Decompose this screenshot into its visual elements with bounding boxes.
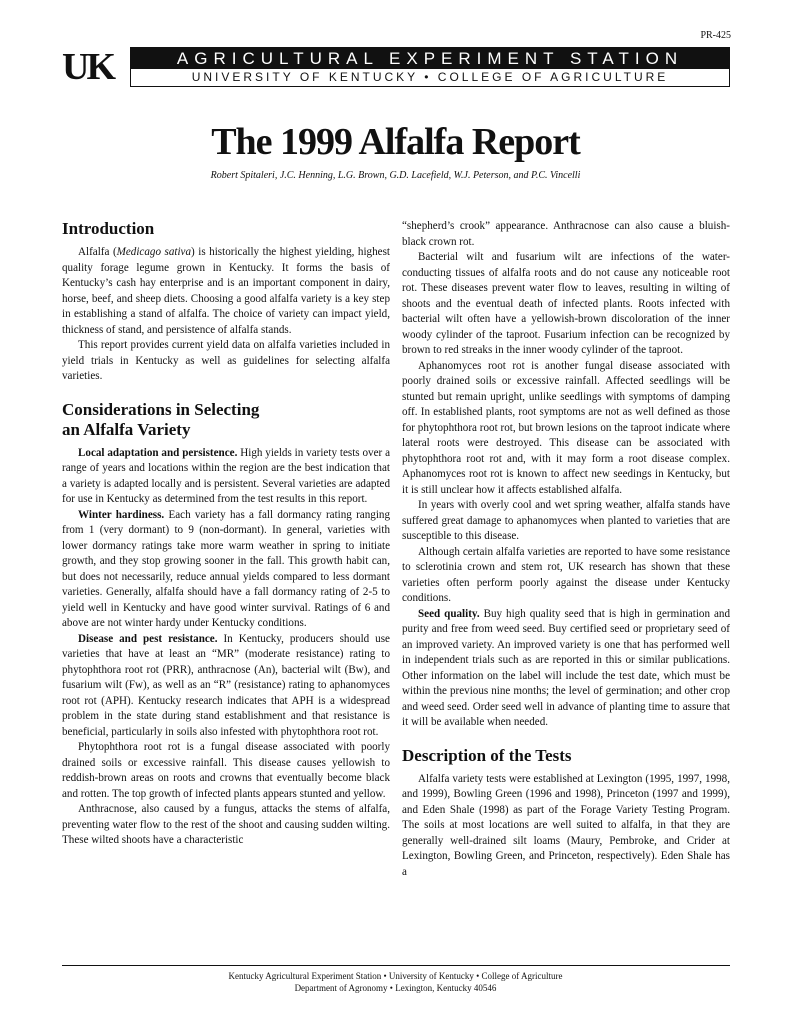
aphanomyces-paragraph: Aphanomyces root rot is another fungal disease associated with poorly drained soils or excessive rainfall. Affected seedlings will be stunted but remain upright, unlike seedlings with symptoms of damping off. In established plants, root symptoms are not as well defined as those for phytophthora root rot, but brown lesions on the taproot indicate where lateral roots were destroyed. This disease can be associated with phytophthora root rot and, with it may form a root disease complex. Aphanomyces root rot is known to affect new seedings in Kentucky, but it is still unclear how it affects established alfalfa.	[402, 359, 730, 496]
footer-divider	[62, 965, 730, 966]
right-column	[402, 219, 730, 880]
intro-paragraph-2: This report provides current yield data on alfalfa varieties included in yield trials in Kentucky as well as guidelines for selecting alfalfa varieties.	[62, 339, 390, 382]
tests-paragraph: Alfalfa variety tests were established at Lexington (1995, 1997, 1998, and 1999), Bowling Green (1996 and 1998), Princeton (1997 and 1999), and Eden Shale (1998) as part of the Forage Variety Testing Program. The soils at most locations are well suited to alfalfa, in that they are generally well-drained silt loams (Maury, Pembroke, and Crider at Lexington, Bowling Green, and Princeton, respectively). Eden Shale has a	[402, 772, 730, 878]
local-adaptation-paragraph: Local adaptation and persistence. High yields in variety tests over a range of years and locations within the region are the best indication that a variety is adapted locally and is persistent. Several varieties are adapted for use in Kentucky as determined from the test results in this report.	[62, 446, 390, 505]
uk-logo: UK	[62, 46, 113, 88]
banner-station: AGRICULTURAL EXPERIMENT STATION	[131, 48, 729, 69]
footer	[0, 970, 791, 994]
heading-considerations: Considerations in Selecting an Alfalfa Variety	[62, 399, 260, 439]
winter-hardiness-paragraph: Winter hardiness. Each variety has a fall dormancy rating ranging from 1 (very dormant) to 9 (non-dormant). In general, varieties with lower dormancy ratings take more warm weather in spring to initiate growth, and they stop growing sooner in the fall. This growth habit can, but does not necessarily, reduce annual yields compared to less dormant varieties. Generally, alfalfa should have a fall dormancy rating of 2-5 to yield well in Kentucky and have good winter survival. Ratings of 6 and above are not winter hardy under Kentucky conditions.	[62, 508, 391, 629]
intro-paragraph-1: Alfalfa (Medicago sativa) is historically the highest yielding, highest quality forage legume grown in Kentucky. It forms the basis of Kentucky’s cash hay enterprise and is an important component in dairy, horse, beef, and sheep diets. Choosing a good alfalfa variety is a key step in establishing a stand of alfalfa. The choice of variety can impact yield, thickness of stand, and persistence of alfalfa stands.	[62, 246, 390, 336]
report-id: PR-425	[700, 30, 731, 41]
header-banner	[130, 47, 730, 87]
heading-description-tests: Description of the Tests	[402, 745, 572, 765]
continued-paragraph: “shepherd’s crook” appearance. Anthracnose can also cause a bluish-black crown rot.	[402, 220, 730, 248]
bacterial-wilt-paragraph: Bacterial wilt and fusarium wilt are infections of the water-conducting tissues of alfalfa roots and do not cause any noticeable root rot. These diseases prevent water flow to leaves, resulting in wilting of shoots and the eventual death of infected plants. Roots infected with bacterial wilt often have a yellowish-brown discoloration of the inner woody cylinder of the taproot. Fusarium infection can be recognized by brown to red streaks in the inner woody cylinder of the taproot.	[402, 251, 730, 356]
wet-weather-paragraph: In years with overly cool and wet spring weather, alfalfa stands have suffered great damage to aphanomyces when planted to varieties that are susceptible to this disease.	[402, 499, 730, 542]
anthracnose-paragraph: Anthracnose, also caused by a fungus, attacks the stems of alfalfa, preventing water flow to the rest of the shoot and causing sudden wilting. These wilted shoots have a characteristic	[62, 803, 390, 846]
phytophthora-paragraph: Phytophthora root rot is a fungal disease associated with poorly drained soils or excessive rainfall. This disease causes yellowish to reddish-brown areas on roots and crowns that eventually become black and rotten. The top growth of infected plants appears stunted and yellow.	[62, 741, 390, 800]
banner-university: UNIVERSITY OF KENTUCKY • COLLEGE OF AGRICULTURE	[191, 70, 669, 84]
seed-quality-paragraph: Seed quality. Buy high quality seed that is high in germination and purity and free from weed seed. Buy certified seed or proprietary seed of an improved variety. An improved variety is one that has performed well in independent trials such as are reported in this or similar publications. Other information on the label will include the test date, which must be within the previous nine months; the level of germination; and other crop and weed seed. Order seed well in advance of planting time to assure that it will be available when needed.	[402, 607, 730, 728]
disease-resistance-paragraph: Disease and pest resistance. In Kentucky, producers should use varieties that have at least an “MR” (moderate resistance) rating to phytophthora root rot (PRR), anthracnose (An), bacterial wilt (Bw), and fusarium wilt (Fw), as well as an “R” (resistance) rating to aphanomyces root rot (APH). Kentucky research indicates that APH is a widespread problem in the state during stand establishment and that resistance is beneficial, particularly in soils also infested with phytophthora root rot.	[62, 632, 390, 738]
sclerotinia-paragraph: Although certain alfalfa varieties are reported to have some resistance to sclerotinia crown and stem rot, UK research has shown that these varieties often perform poorly against the disease under Kentucky conditions.	[402, 545, 730, 604]
heading-introduction: Introduction	[62, 219, 155, 238]
left-column	[62, 219, 390, 849]
footer-line-2: Department of Agronomy • Lexington, Kentucky 40546	[294, 983, 497, 993]
authors-line: Robert Spitaleri, J.C. Henning, L.G. Brown, G.D. Lacefield, W.J. Peterson, and P.C. Vincelli	[210, 170, 581, 181]
scientific-name: Medicago sativa	[116, 246, 192, 258]
footer-line-1: Kentucky Agricultural Experiment Station • University of Kentucky • College of Agriculture	[228, 971, 563, 981]
page-title: The 1999 Alfalfa Report	[211, 121, 580, 163]
